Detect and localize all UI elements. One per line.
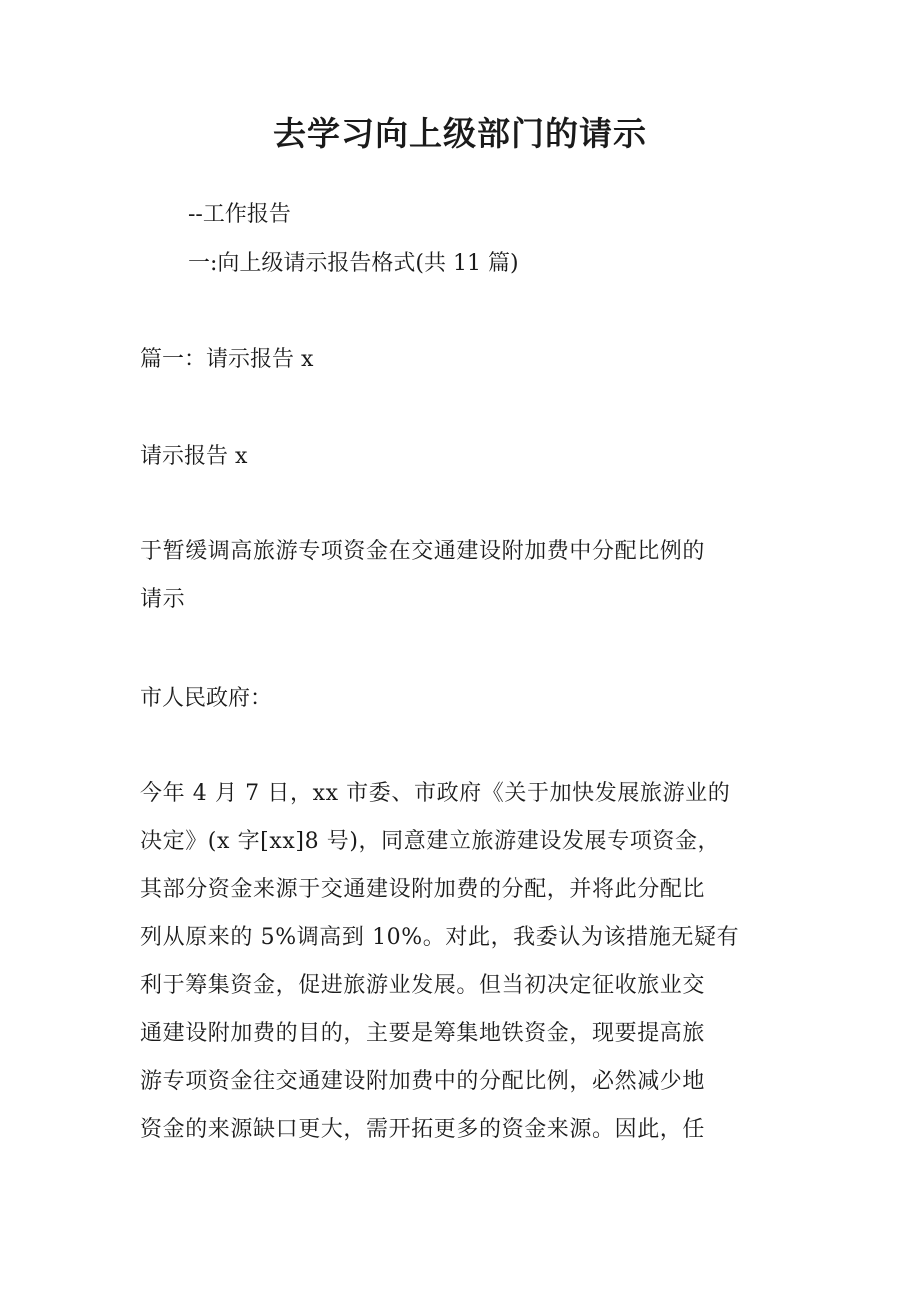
document-title: 去学习向上级部门的请示 [273, 114, 647, 153]
body-line: 资金的来源缺口更大，需开拓更多的资金来源。因此，任 [140, 1117, 706, 1142]
subject-paragraph [140, 528, 780, 624]
subject-line: 于暂缓调高旅游专项资金在交通建设附加费中分配比例的 [140, 539, 706, 564]
body-line: 其部分资金来源于交通建设附加费的分配，并将此分配比 [140, 877, 706, 902]
doc-heading: 请示报告 x [140, 444, 248, 469]
body-paragraph [140, 770, 780, 1154]
body-line: 列从原来的 5%调高到 10%。对此，我委认为该措施无疑有 [140, 925, 740, 950]
section-heading: 篇一：请示报告 x [140, 347, 314, 372]
salutation: 市人民政府： [140, 686, 273, 711]
body-line: 利于筹集资金，促进旅游业发展。但当初决定征收旅业交 [140, 973, 706, 998]
body-line: 通建设附加费的目的，主要是筹集地铁资金，现要提高旅 [140, 1021, 706, 1046]
subject-line: 请示 [140, 587, 186, 612]
body-line: 游专项资金往交通建设附加费中的分配比例，必然减少地 [140, 1069, 706, 1094]
body-line: 决定》(x 字[xx]8 号)，同意建立旅游建设发展专项资金， [140, 829, 721, 854]
subtitle-line-2: 一:向上级请示报告格式(共 11 篇) [188, 251, 519, 276]
subtitle-line-1: --工作报告 [188, 202, 291, 227]
body-line: 今年 4 月 7 日，xx 市委、市政府《关于加快发展旅游业的 [140, 781, 731, 806]
